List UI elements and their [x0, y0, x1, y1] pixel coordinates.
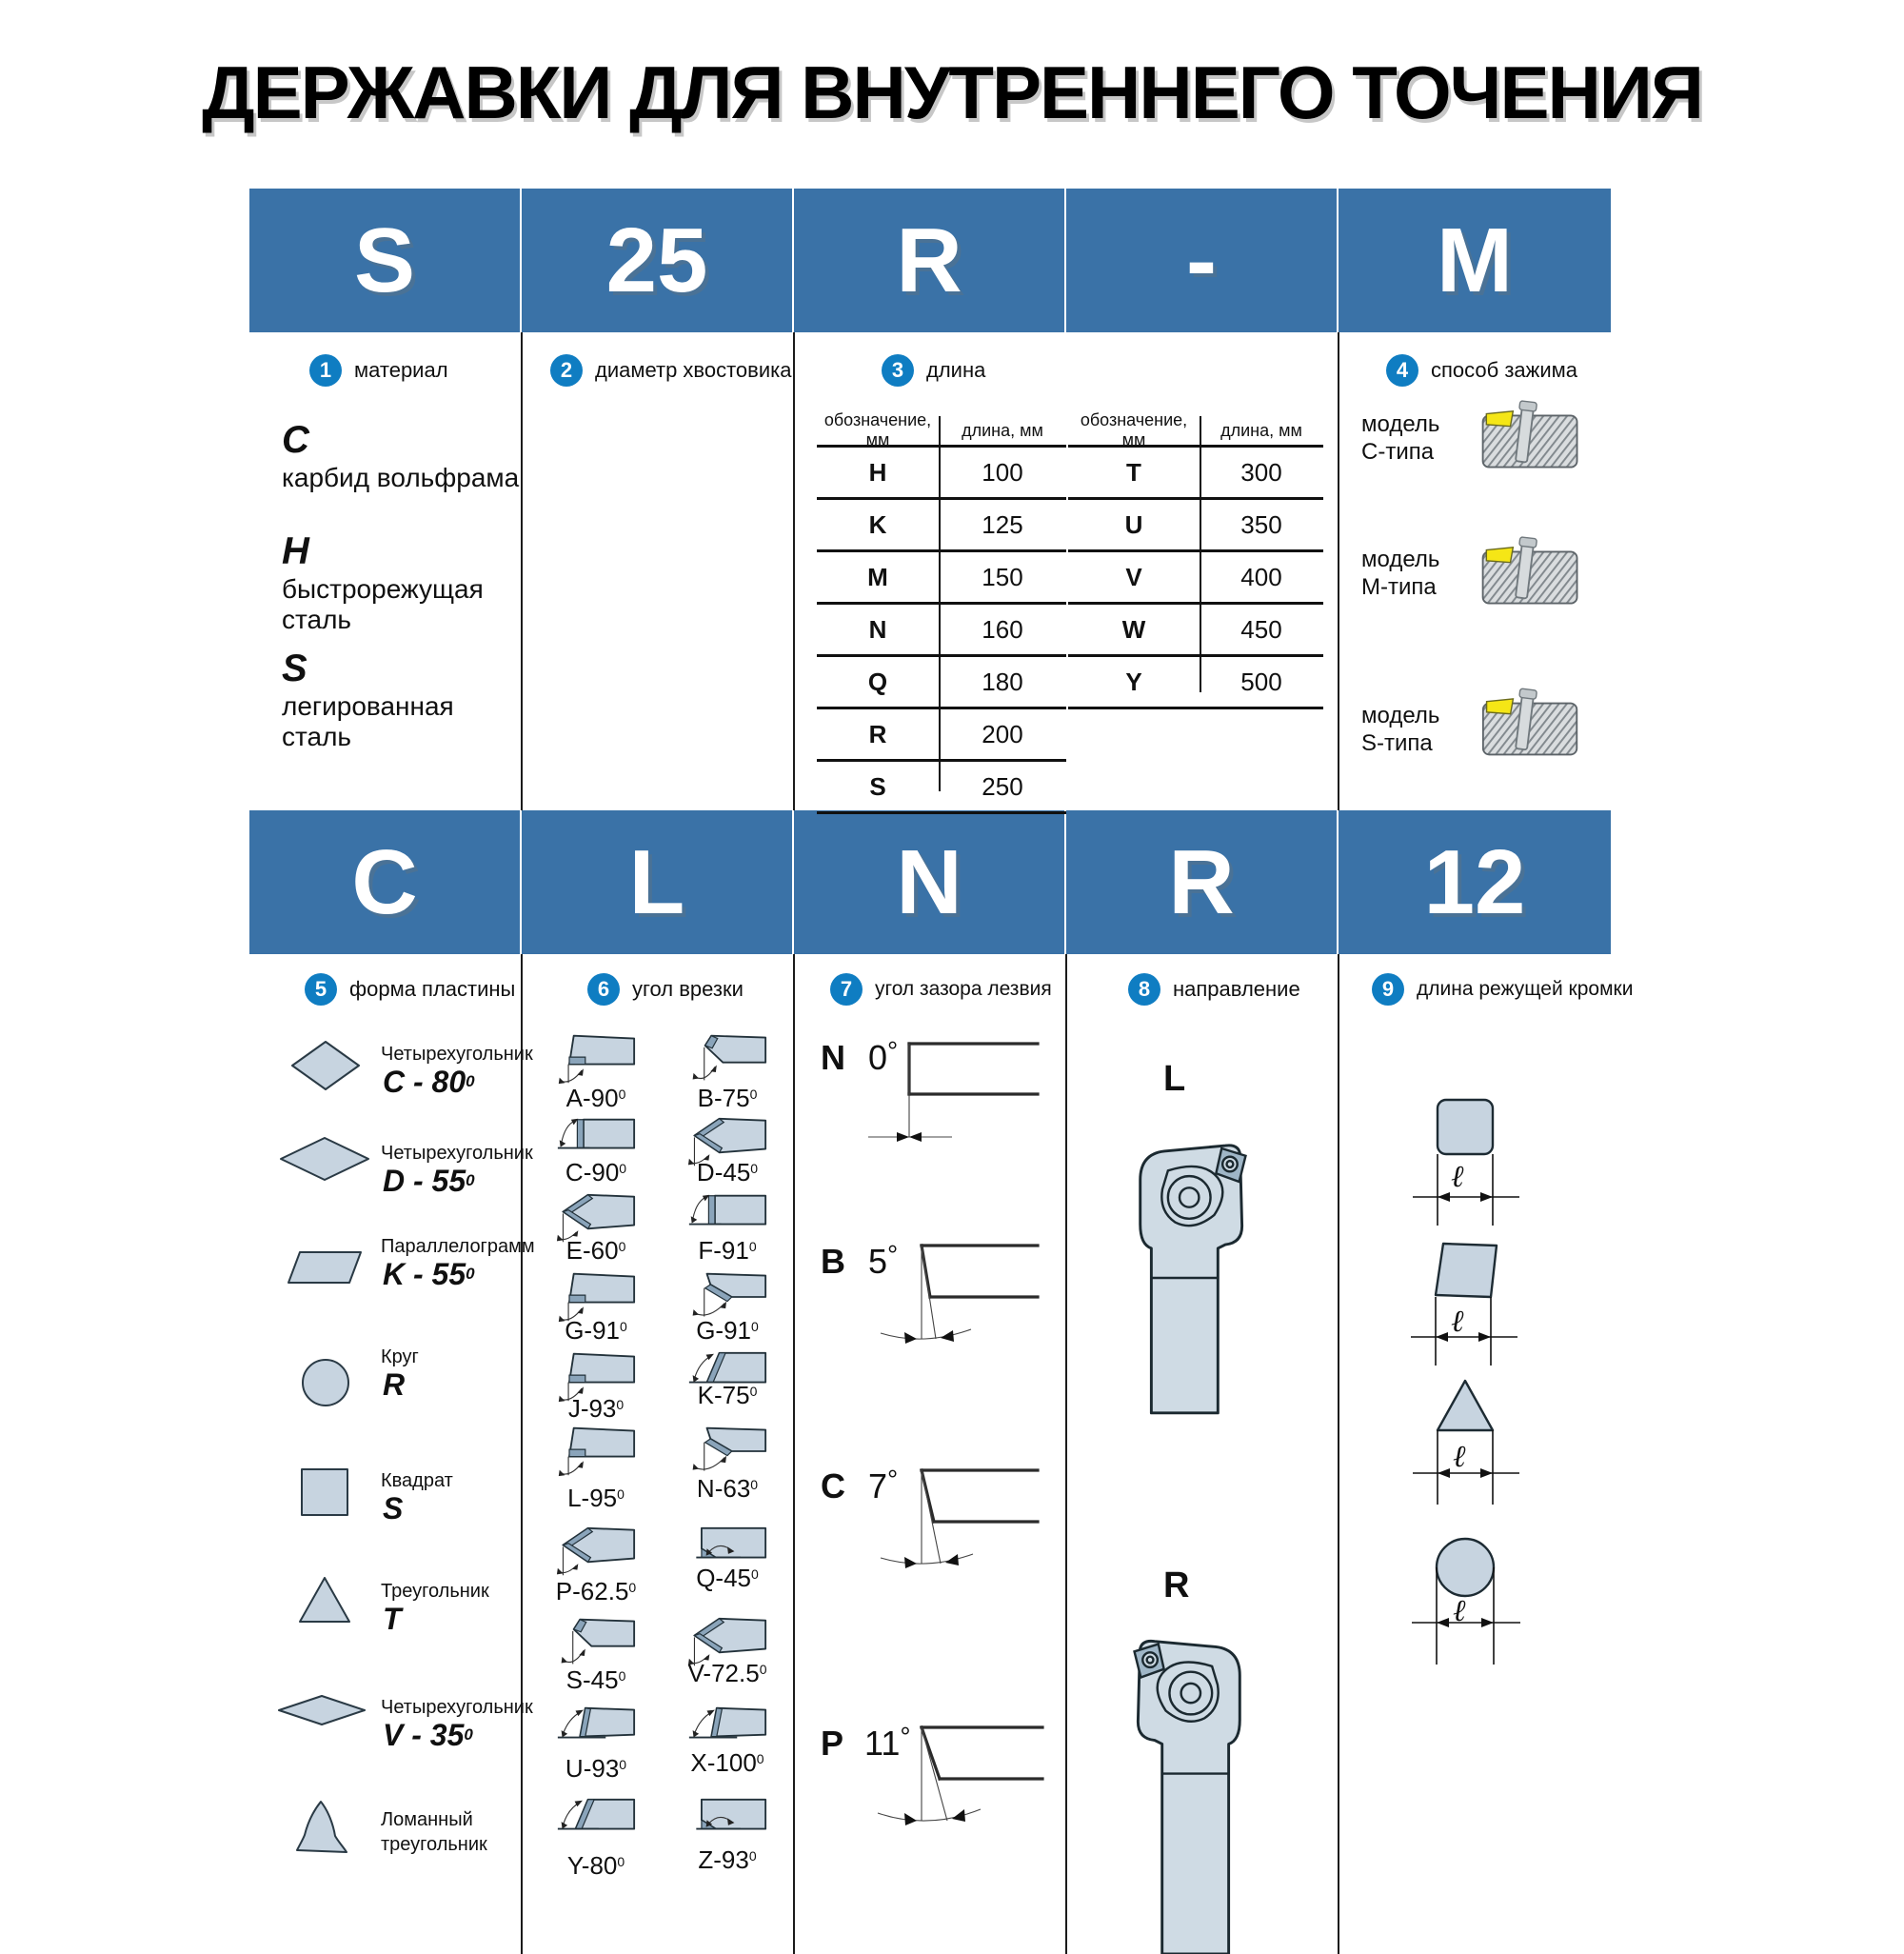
degree-sup: 0 — [619, 1161, 627, 1177]
degree-sup: 0 — [618, 1668, 626, 1685]
angle-code: A-90 — [565, 1084, 619, 1113]
cell-value: 250 — [982, 771, 1023, 801]
shape-diamond-80 — [291, 1041, 360, 1090]
section-header-direction — [1128, 973, 1300, 1006]
material-code: C — [282, 419, 309, 462]
table-header-row — [817, 410, 1066, 450]
degree-sup: 0 — [750, 1477, 759, 1493]
degree-sup: 0 — [751, 1566, 759, 1583]
col-header-length: длина, мм — [1220, 420, 1302, 440]
length-symbol: ℓ — [1451, 1158, 1464, 1195]
section-label: материал — [354, 358, 448, 383]
cell-code: S — [869, 771, 886, 801]
section-header-clamp-method — [1386, 354, 1577, 387]
model-type: M-типа — [1361, 573, 1437, 600]
clamp-model-label — [1361, 703, 1439, 757]
code-cell-material — [249, 189, 522, 332]
code-row-bottom — [249, 810, 1611, 954]
clearance-diagram-c7 — [809, 1459, 1047, 1578]
direction-letter-l: L — [1163, 1059, 1186, 1100]
angle-code: U-93 — [565, 1754, 620, 1784]
angle-code: L-95 — [567, 1484, 618, 1513]
section-header-insert-shape — [305, 973, 515, 1006]
table-header-row — [1068, 410, 1323, 450]
angle-code: F-91 — [698, 1236, 749, 1266]
entry-angle-label — [546, 1851, 645, 1881]
length-symbol: ℓ — [1453, 1592, 1466, 1629]
clearance-letter: N — [821, 1038, 845, 1078]
col-header-length: длина, мм — [962, 420, 1043, 440]
entry-angle-diagram-l95 — [556, 1425, 636, 1478]
material-desc: карбид вольфрама — [282, 463, 520, 493]
section-number-badge: 5 — [305, 973, 337, 1006]
model-word: модель — [1361, 547, 1440, 573]
shape-name: Ломанный — [381, 1809, 473, 1831]
angle-code: G-91 — [696, 1316, 751, 1346]
section-number-badge: 9 — [1372, 973, 1404, 1006]
entry-angle-label — [678, 1158, 777, 1187]
section-number-badge: 4 — [1386, 354, 1418, 387]
model-type: S-типа — [1361, 729, 1433, 756]
cell-value: 300 — [1240, 457, 1282, 487]
degree-sup: 0 — [620, 1319, 627, 1335]
entry-angle-label — [678, 1748, 777, 1778]
degree-sup: 0 — [466, 1265, 475, 1284]
clearance-letter: B — [821, 1242, 845, 1282]
material-desc: легированная — [282, 691, 454, 722]
section-label: направление — [1173, 977, 1300, 1002]
entry-angle-diagram-p62 — [556, 1525, 636, 1579]
section-number-badge: 8 — [1128, 973, 1160, 1006]
section-label: длина — [926, 358, 986, 383]
code-cell-clearance-angle — [794, 810, 1066, 954]
entry-angle-label — [678, 1659, 777, 1688]
cell-value: 100 — [982, 457, 1023, 487]
section-header-length — [882, 354, 985, 387]
cell-code: H — [868, 457, 887, 487]
shape-name: Треугольник — [381, 1581, 489, 1603]
code-letter: C — [351, 830, 418, 933]
cell-code: K — [868, 509, 887, 539]
angle-value: 11 — [864, 1724, 901, 1764]
degree-sup: 0 — [759, 1662, 767, 1678]
cell-value: 450 — [1240, 614, 1282, 644]
code-letter: S — [353, 209, 416, 311]
length-table-b — [1068, 410, 1323, 709]
clamp-c-type-image — [1478, 394, 1584, 476]
entry-angle-label — [678, 1316, 777, 1346]
shape-code-text: D - 55 — [383, 1164, 466, 1199]
code-letter: M — [1437, 209, 1513, 311]
section-label: угол врезки — [632, 977, 744, 1002]
shape-circle — [301, 1358, 350, 1407]
code-cell-entry-angle — [522, 810, 794, 954]
shape-code — [383, 1257, 475, 1292]
clamp-m-type-image — [1478, 530, 1584, 612]
angle-code: K-75 — [697, 1381, 750, 1410]
degree-sup: 0 — [618, 1087, 626, 1103]
angle-code: S-45 — [565, 1665, 619, 1695]
section-label: форма пластины — [349, 977, 516, 1002]
angle-code: G-91 — [565, 1316, 620, 1346]
cell-code: T — [1126, 457, 1141, 487]
code-cell-shank-diameter — [522, 189, 794, 332]
table-row — [817, 657, 1066, 709]
shape-trigon — [291, 1800, 352, 1857]
col-header-designation: обозначение, мм — [1080, 410, 1188, 450]
code-cell-direction — [1066, 810, 1339, 954]
angle-code: V-72.5 — [687, 1659, 760, 1688]
shape-code-text: C - 80 — [383, 1065, 466, 1100]
shape-name: Квадрат — [381, 1470, 453, 1492]
entry-angle-label — [678, 1564, 777, 1593]
entry-angle-label — [546, 1316, 645, 1346]
cell-value: 160 — [982, 614, 1023, 644]
cell-code: N — [868, 614, 887, 644]
section-number-badge: 1 — [309, 354, 342, 387]
degree-sup: 0 — [749, 1087, 758, 1103]
table-row — [1068, 448, 1323, 500]
shape-name: Четырехугольник — [381, 1044, 533, 1066]
table-row — [1068, 500, 1323, 552]
angle-code: P-62.5 — [555, 1577, 629, 1606]
material-desc: сталь — [282, 605, 352, 635]
entry-angle-label — [546, 1665, 645, 1695]
material-desc: быстрорежущая — [282, 574, 484, 605]
shape-diamond-35 — [278, 1695, 366, 1725]
material-code: H — [282, 530, 309, 573]
degree-sup: 0 — [617, 1486, 625, 1503]
entry-angle-label — [678, 1084, 777, 1113]
entry-angle-label — [678, 1236, 777, 1266]
cell-code: Y — [1125, 667, 1142, 696]
model-word: модель — [1361, 411, 1440, 438]
angle-code: E-60 — [565, 1236, 619, 1266]
cell-value: 150 — [982, 562, 1023, 591]
cell-code: W — [1121, 614, 1146, 644]
cell-value: 200 — [982, 719, 1023, 748]
length-symbol: ℓ — [1451, 1303, 1464, 1340]
degree-mark: ° — [887, 1240, 899, 1270]
edge-length-square — [1407, 1092, 1525, 1230]
divider — [793, 954, 795, 1954]
table-column-divider — [939, 416, 941, 791]
shape-name: треугольник — [381, 1834, 487, 1856]
section-header-shank-diameter — [550, 354, 791, 387]
clearance-letter: P — [821, 1724, 844, 1764]
angle-value: 7 — [868, 1466, 888, 1506]
code-cell-edge-length — [1339, 810, 1611, 954]
degree-sup: 0 — [619, 1757, 627, 1773]
edge-length-rhomboid — [1407, 1238, 1525, 1371]
entry-angle-diagram-y80 — [556, 1797, 636, 1850]
entry-angle-diagram-b75 — [687, 1032, 767, 1086]
entry-angle-diagram-u93 — [556, 1705, 636, 1758]
divider — [1338, 954, 1339, 1954]
degree-sup: 0 — [466, 1072, 475, 1091]
cell-value: 180 — [982, 667, 1023, 696]
shape-code-text: V - 35 — [383, 1718, 465, 1753]
table-row — [817, 500, 1066, 552]
section-number-badge: 3 — [882, 354, 914, 387]
degree-sup: 0 — [464, 1725, 473, 1745]
page-title: ДЕРЖАВКИ ДЛЯ ВНУТРЕННЕГО ТОЧЕНИЯ — [202, 50, 1702, 135]
code-cell-insert-shape — [249, 810, 522, 954]
degree-sup: 0 — [628, 1580, 637, 1596]
code-letter: 25 — [605, 209, 708, 311]
cell-value: 125 — [982, 509, 1023, 539]
shape-parallelogram — [288, 1251, 362, 1284]
cell-code: R — [868, 719, 887, 748]
code-letter: 12 — [1423, 830, 1526, 933]
length-symbol: ℓ — [1453, 1438, 1466, 1475]
degree-sup: 0 — [750, 1161, 759, 1177]
angle-code: X-100 — [690, 1748, 757, 1778]
section-header-entry-angle — [587, 973, 744, 1006]
entry-angle-label — [546, 1394, 645, 1424]
shape-code — [383, 1065, 475, 1100]
section-number-badge: 6 — [587, 973, 620, 1006]
angle-value: 0 — [868, 1038, 888, 1078]
code-letter: R — [1168, 830, 1235, 933]
holder-right-image — [1120, 1630, 1249, 1954]
entry-angle-label — [546, 1084, 645, 1113]
clearance-diagram-p11 — [809, 1716, 1047, 1835]
entry-angle-label — [678, 1474, 777, 1504]
length-table-a — [817, 410, 1066, 814]
angle-value: 5 — [868, 1242, 888, 1282]
angle-code: Q-45 — [696, 1564, 751, 1593]
shape-code: R — [383, 1367, 406, 1403]
shape-name: Параллелограмм — [381, 1236, 535, 1258]
divider — [1338, 332, 1339, 810]
degree-sup: 0 — [618, 1239, 626, 1255]
degree-sup: 0 — [756, 1751, 764, 1767]
clamp-model-label — [1361, 547, 1439, 601]
code-letter: - — [1186, 209, 1217, 311]
shape-name: Четырехугольник — [381, 1697, 533, 1719]
angle-code: Z-93 — [698, 1845, 749, 1875]
angle-code: B-75 — [697, 1084, 750, 1113]
code-letter: L — [628, 830, 685, 933]
table-row — [817, 762, 1066, 814]
table-row — [817, 552, 1066, 605]
degree-sup: 0 — [751, 1319, 759, 1335]
clearance-diagram-n0 — [809, 1030, 1047, 1149]
degree-sup: 0 — [616, 1397, 625, 1413]
section-header-clearance-angle — [830, 973, 1052, 1006]
degree-mark: ° — [887, 1036, 899, 1067]
code-letter: R — [896, 209, 962, 311]
clamp-model-label — [1361, 411, 1439, 466]
section-label: диаметр хвостовика — [595, 358, 792, 383]
code-cell-clamp-type — [1339, 189, 1611, 332]
angle-code: N-63 — [696, 1474, 751, 1504]
angle-code: C-90 — [565, 1158, 620, 1187]
shape-name: Круг — [381, 1346, 419, 1368]
shape-diamond-55 — [280, 1137, 369, 1181]
table-row — [817, 709, 1066, 762]
entry-angle-diagram-n63 — [687, 1425, 767, 1478]
angle-code: Y-80 — [566, 1851, 618, 1881]
entry-angle-label — [546, 1484, 645, 1513]
degree-sup: 0 — [466, 1171, 475, 1190]
section-label: способ зажима — [1431, 358, 1578, 383]
table-row — [1068, 552, 1323, 605]
section-number-badge: 2 — [550, 354, 583, 387]
cell-value: 400 — [1240, 562, 1282, 591]
table-row — [1068, 605, 1323, 657]
degree-sup: 0 — [617, 1854, 625, 1870]
code-cell-dash — [1066, 189, 1339, 332]
code-cell-length — [794, 189, 1066, 332]
shape-code: T — [383, 1602, 402, 1637]
cell-code: V — [1125, 562, 1142, 591]
divider — [793, 332, 795, 810]
clamp-s-type-image — [1478, 686, 1584, 760]
material-code: S — [282, 648, 307, 690]
table-row — [1068, 657, 1323, 709]
divider — [1065, 954, 1067, 1954]
section-label: угол зазора лезвия — [875, 978, 1052, 1001]
model-type: C-типа — [1361, 438, 1435, 465]
direction-letter-r: R — [1163, 1565, 1190, 1606]
section-header-material — [309, 354, 448, 387]
col-header-designation: обозначение, мм — [823, 410, 932, 450]
degree-sup: 0 — [748, 1848, 757, 1864]
section-number-badge: 7 — [830, 973, 863, 1006]
entry-angle-label — [546, 1158, 645, 1187]
holder-left-image — [1131, 1135, 1260, 1421]
entry-angle-diagram-z93 — [687, 1797, 767, 1850]
cell-code: U — [1124, 509, 1143, 539]
entry-angle-label — [678, 1845, 777, 1875]
shape-name: Четырехугольник — [381, 1143, 533, 1165]
section-label: длина режущей кромки — [1417, 978, 1634, 1001]
angle-code: J-93 — [567, 1394, 617, 1424]
entry-angle-label — [546, 1754, 645, 1784]
cell-code: Q — [867, 667, 888, 696]
code-letter: N — [896, 830, 962, 933]
section-header-edge-length — [1372, 973, 1633, 1006]
shape-code — [383, 1718, 473, 1753]
entry-angle-label — [678, 1381, 777, 1410]
entry-angle-diagram-s45 — [556, 1616, 636, 1669]
edge-length-triangle — [1407, 1375, 1525, 1508]
shape-triangle — [299, 1577, 350, 1623]
table-row — [817, 605, 1066, 657]
shape-square — [301, 1468, 348, 1516]
edge-length-circle — [1407, 1531, 1525, 1669]
cell-value: 350 — [1240, 509, 1282, 539]
shape-code — [383, 1164, 475, 1199]
degree-sup: 0 — [749, 1384, 758, 1400]
degree-mark: ° — [887, 1465, 899, 1495]
cell-value: 500 — [1240, 667, 1282, 696]
degree-sup: 0 — [748, 1239, 757, 1255]
entry-angle-diagram-a90 — [556, 1032, 636, 1086]
divider — [521, 332, 523, 810]
degree-mark: ° — [900, 1722, 911, 1752]
entry-angle-label — [546, 1577, 645, 1606]
clearance-letter: C — [821, 1466, 845, 1506]
table-column-divider — [1200, 416, 1201, 692]
code-row-top — [249, 189, 1611, 332]
shape-code: S — [383, 1491, 404, 1526]
clearance-diagram-b5 — [809, 1234, 1047, 1353]
entry-angle-label — [546, 1236, 645, 1266]
angle-code: D-45 — [696, 1158, 751, 1187]
shape-code-text: K - 55 — [383, 1257, 466, 1292]
model-word: модель — [1361, 703, 1440, 729]
divider — [521, 954, 523, 1954]
table-row — [817, 448, 1066, 500]
material-desc: сталь — [282, 722, 352, 752]
cell-code: M — [867, 562, 888, 591]
